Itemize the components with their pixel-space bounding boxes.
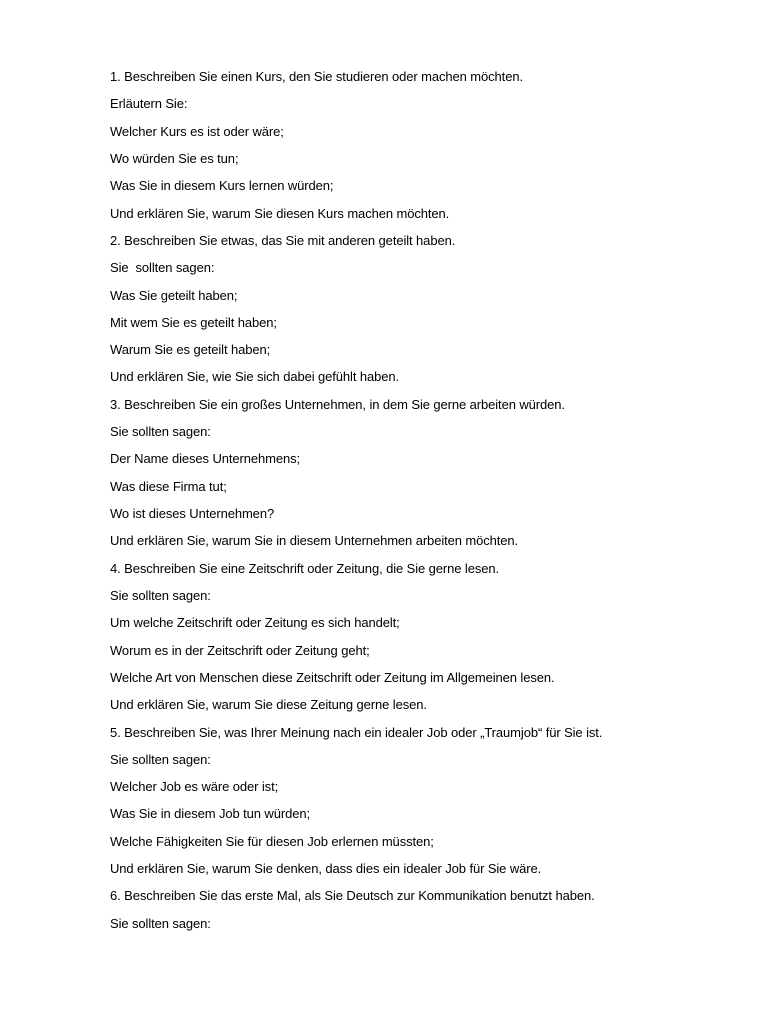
prompt-line: Und erklären Sie, warum Sie diese Zeitung gerne lesen. — [110, 697, 427, 713]
prompt-line: Was Sie in diesem Kurs lernen würden; — [110, 178, 334, 194]
instruction-line: Sie sollten sagen: — [110, 424, 211, 440]
prompt-line: Und erklären Sie, warum Sie in diesem Unternehmen arbeiten möchten. — [110, 533, 519, 549]
question-heading: 1. Beschreiben Sie einen Kurs, den Sie studieren oder machen möchten. — [110, 69, 523, 84]
question-heading: 2. Beschreiben Sie etwas, das Sie mit anderen geteilt haben. — [110, 232, 456, 248]
instruction-line: Sie sollten sagen: — [110, 915, 211, 931]
prompt-line: Welcher Kurs es ist oder wäre; — [110, 123, 284, 139]
question-heading: 6. Beschreiben Sie das erste Mal, als Sie Deutsch zur Kommunikation benutzt haben. — [110, 888, 595, 904]
prompt-line: Mit wem Sie es geteilt haben; — [110, 314, 277, 330]
question-heading: 5. Beschreiben Sie, was Ihrer Meinung nach ein idealer Job oder „Traumjob“ für Sie ist. — [110, 724, 603, 740]
prompt-line: Was Sie geteilt haben; — [110, 287, 238, 303]
instruction-line: Sie sollten sagen: — [110, 587, 211, 603]
prompt-line: Wo ist dieses Unternehmen? — [110, 506, 275, 521]
prompt-line: Was diese Firma tut; — [110, 478, 227, 494]
prompt-line: Welche Fähigkeiten Sie für diesen Job erlernen müssten; — [110, 833, 434, 849]
prompt-line: Und erklären Sie, wie Sie sich dabei gefühlt haben. — [110, 369, 400, 385]
instruction-line: Sie sollten sagen: — [110, 751, 211, 767]
instruction-line: Erläutern Sie: — [110, 96, 188, 112]
prompt-line: Warum Sie es geteilt haben; — [110, 342, 271, 358]
prompt-line: Wo würden Sie es tun; — [110, 150, 239, 166]
prompt-line: Worum es in der Zeitschrift oder Zeitung geht; — [110, 642, 370, 658]
prompt-line: Der Name dieses Unternehmens; — [110, 451, 301, 467]
question-heading: 4. Beschreiben Sie eine Zeitschrift oder Zeitung, die Sie gerne lesen. — [110, 560, 500, 576]
prompt-line: Welche Art von Menschen diese Zeitschrift oder Zeitung im Allgemeinen lesen. — [110, 669, 555, 685]
document-body — [110, 67, 710, 941]
prompt-line: Um welche Zeitschrift oder Zeitung es sich handelt; — [110, 615, 400, 631]
instruction-line: Sie sollten sagen: — [110, 260, 215, 276]
prompt-line: Und erklären Sie, warum Sie denken, dass dies ein idealer Job für Sie wäre. — [110, 861, 542, 877]
prompt-line: Und erklären Sie, warum Sie diesen Kurs machen möchten. — [110, 205, 450, 221]
prompt-line: Was Sie in diesem Job tun würden; — [110, 806, 310, 822]
prompt-line: Welcher Job es wäre oder ist; — [110, 779, 279, 795]
question-heading: 3. Beschreiben Sie ein großes Unternehmen, in dem Sie gerne arbeiten würden. — [110, 396, 565, 412]
